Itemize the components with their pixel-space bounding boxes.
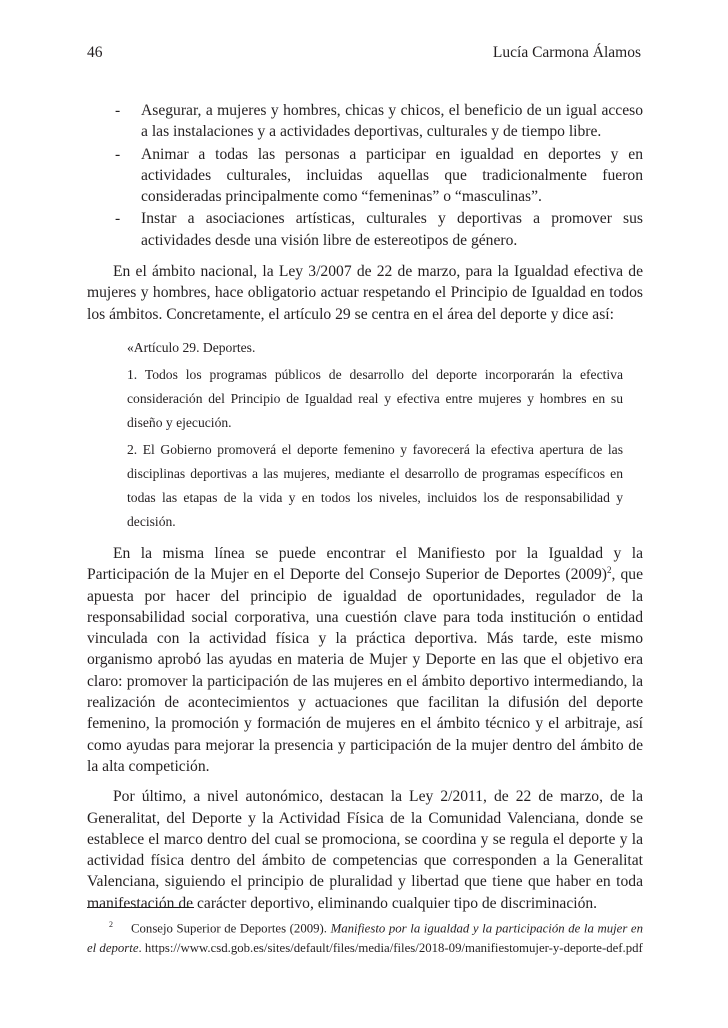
paragraph-manifesto-start: En la misma línea se puede encontrar el Manifiesto por la Igualdad y la Participación de la Mujer en el Deporte del Consejo Superior de Deportes (2009) [87,544,643,584]
footnote-mark: 2 [109,920,113,929]
block-quote-article-29 [127,336,623,534]
footnote-divider [87,907,194,908]
list-item [87,144,643,208]
running-author: Lucía Carmona Álamos [492,44,641,61]
page-body [87,100,643,914]
bullet-dash: - [115,210,121,228]
list-item [87,208,643,251]
list-item [87,100,643,143]
footnote-title: Manifiesto por la igualdad y la participación de la mujer en el deporte [87,921,643,956]
paragraph-manifesto [87,543,643,777]
list-item-text: Asegurar, a mujeres y hombres, chicas y chicos, el beneficio de un igual acceso a las instalaciones y a actividades deportivas, culturales y de tiempo libre. [141,102,643,141]
paragraph-regional-law: Por último, a nivel autonómico, destacan la Ley 2/2011, de 22 de marzo, de la Generalitat, del Deporte y la Actividad Física de la Comunidad Valenciana, donde se establece el marco dentro del cual se promociona, se coordina y se regula el deporte y la actividad física dentro del ámbito de competencias que corresponden a la Generalitat Valenciana, siguiendo el principio de pluralidad y libertad que tiene que haber en toda manifestación de carácter deportivo, eliminando cualquier tipo de discriminación. [87,788,643,912]
footnote-link[interactable]: . https://www.csd.gob.es/sites/default/files/media/files/2018-09/manifiestomujer-y-deporte-def.pdf [138,941,643,956]
quote-item-1: 1. Todos los programas públicos de desarrollo del deporte incorporarán la efectiva consideración del Principio de Igualdad real y efectiva entre mujeres y hombres en su diseño y ejecución. [127,366,623,430]
quote-item-2: 2. El Gobierno promoverá el deporte femenino y favorecerá la efectiva apertura de las disciplinas deportivas a las mujeres, mediante el desarrollo de programas específicos en todas las etapas de la vida y en todos los niveles, incluidos los de responsabilidad y decisión. [127,441,623,529]
footnote-reference[interactable]: 2 [607,565,612,576]
footnote [87,915,643,958]
page-header [87,44,641,62]
bullet-list [87,100,643,251]
quote-title: «Artículo 29. Deportes. [127,339,256,355]
footnote-text: Consejo Superior de Deportes (2009). [131,921,331,936]
paragraph-manifesto-end: , que apuesta por hacer del principio de igualdad de oportunidades, regulador de la responsabilidad social corporativa, una cuestión clave para toda institución o entidad vinculada con la actividad física y la práctica deportiva. Más tarde, este mismo organismo aprobó las ayudas en materia de Mujer y Deporte en las que el objetivo era claro: promover la participación de las mujeres en el ámbito deportivo intermediando, la realización de acontecimientos y actuaciones que facilitan la difusión del deporte femenino, la promoción y formación de mujeres en el ámbito técnico y el arbitraje, así como ayudas para mejorar la presencia y participación de la mujer dentro del ámbito de la alta competición. [87,566,643,775]
bullet-dash: - [115,145,121,163]
page-number: 46 [87,44,103,61]
list-item-text: Animar a todas las personas a participar en igualdad en deportes y en actividades culturales, incluidas aquellas que tradicionalmente fueron consideradas principalmente como “femeninas” o “masculinas”. [141,145,643,206]
paragraph-national-law: En el ámbito nacional, la Ley 3/2007 de 22 de marzo, para la Igualdad efectiva de mujeres y hombres, hace obligatorio actuar respetando el Principio de Igualdad en todos los ámbitos. Concretamente, el artículo 29 se centra en el área del deporte y dice así: [87,263,643,323]
list-item-text: Instar a asociaciones artísticas, culturales y deportivas a promover sus actividades desde una visión libre de estereotipos de género. [141,210,643,249]
bullet-dash: - [115,102,121,119]
